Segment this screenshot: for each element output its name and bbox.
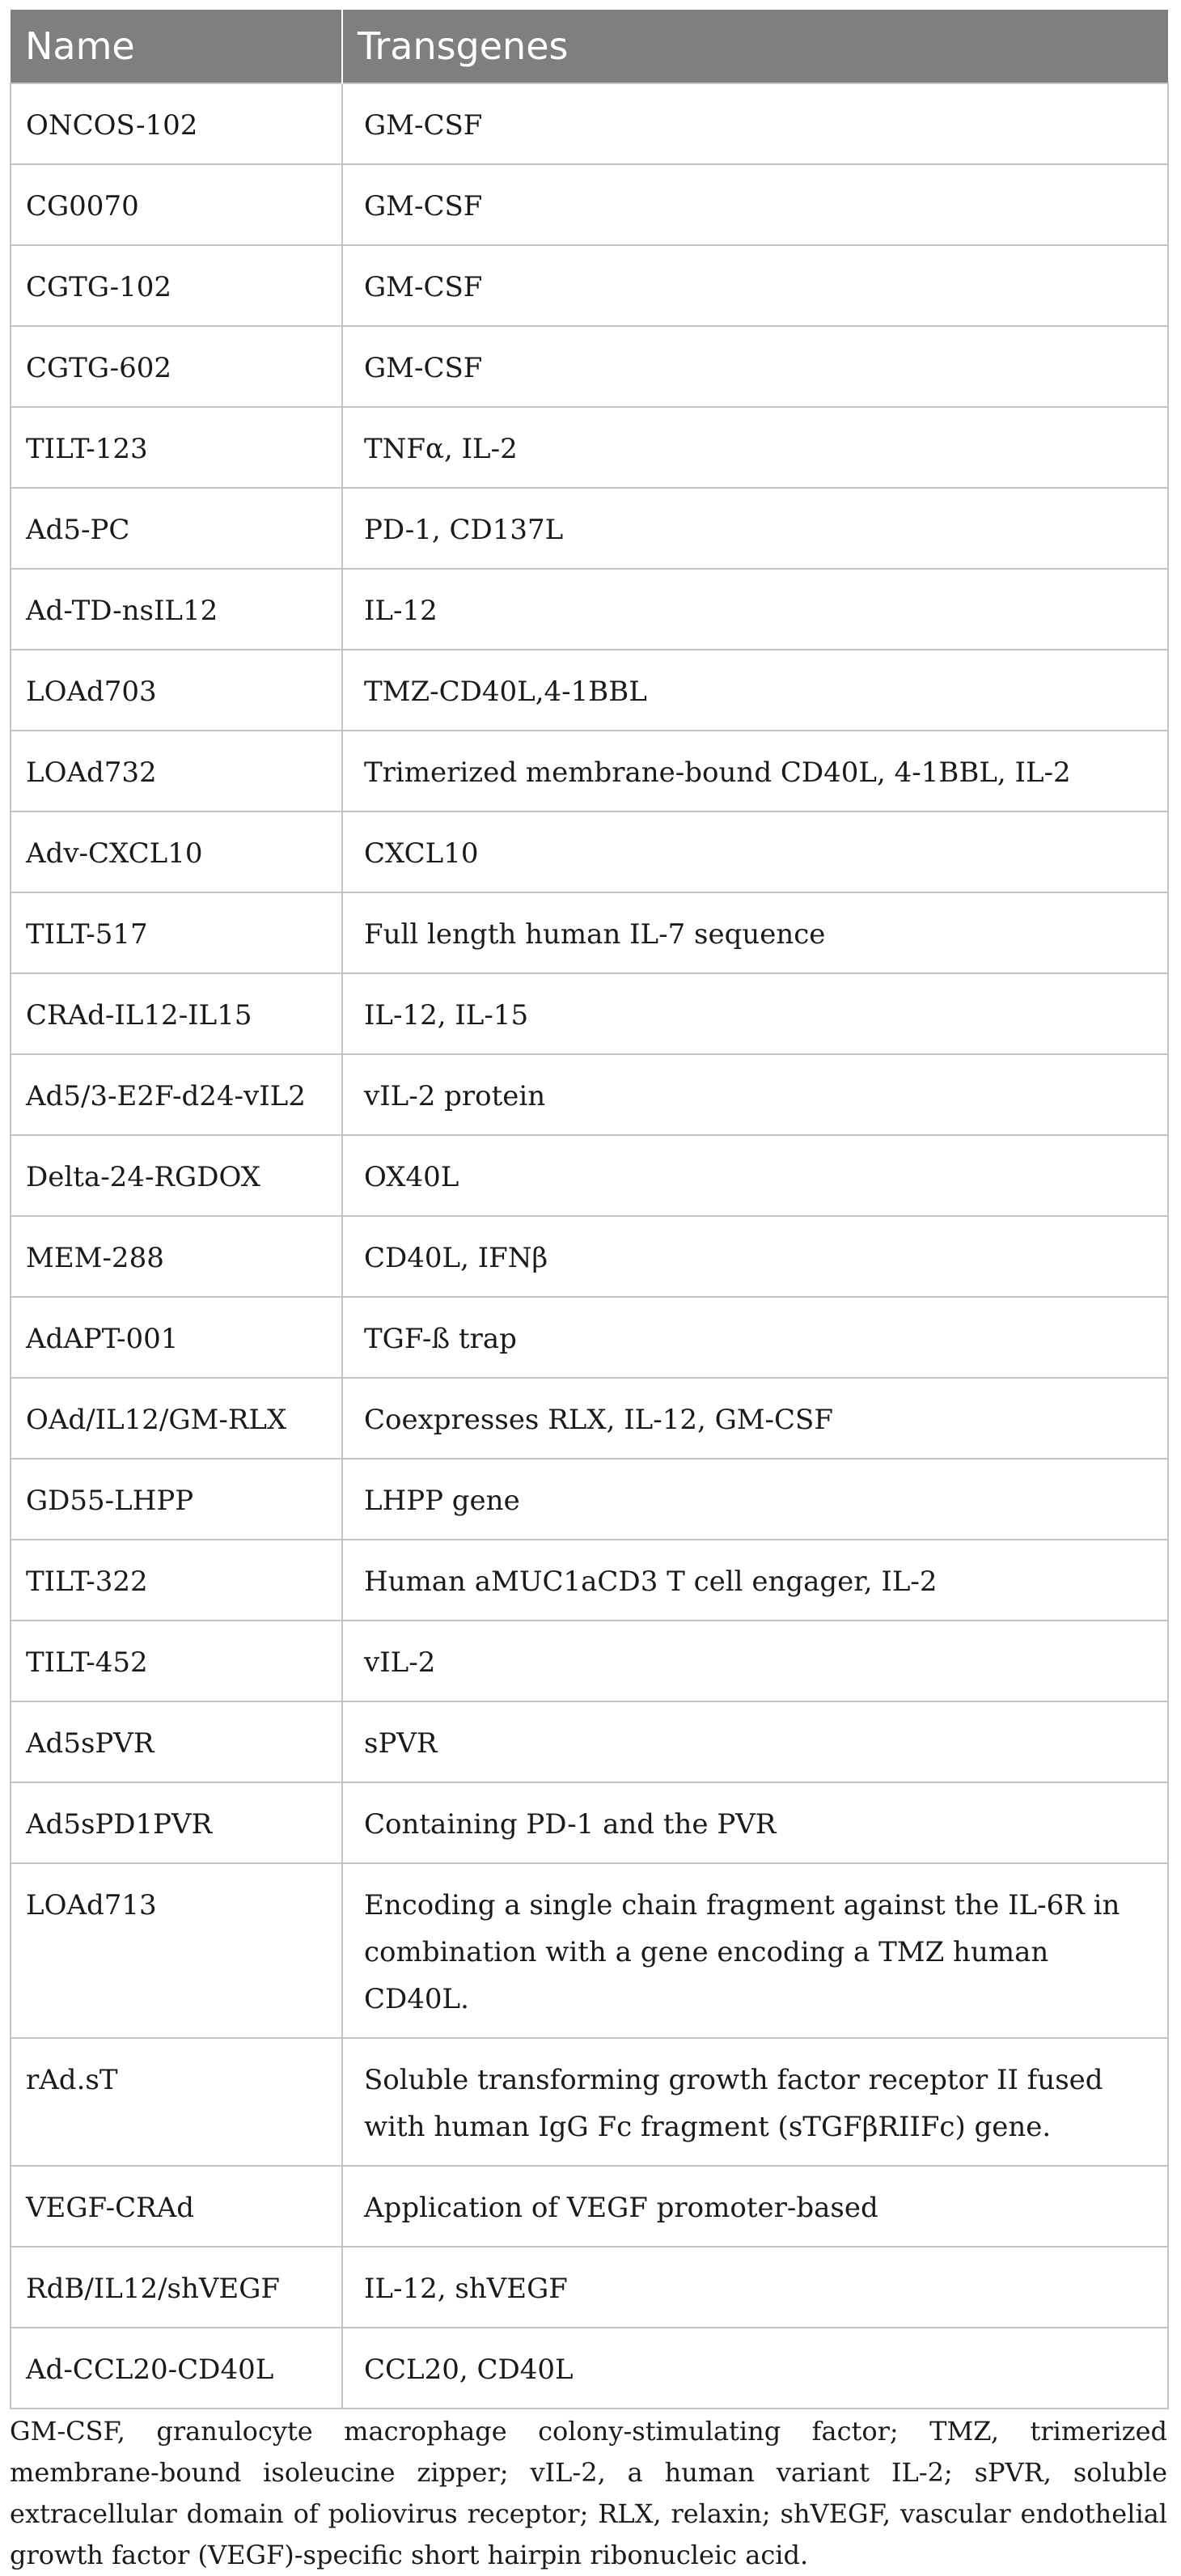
table-header (11, 10, 1168, 83)
cell-transgenes: vIL-2 protein (342, 1054, 1168, 1135)
transgenes-table (10, 10, 1169, 2409)
cell-transgenes: Encoding a single chain fragment against the IL-6R in combination with a gene encoding a TMZ human CD40L. (342, 1863, 1168, 2038)
cell-transgenes: CCL20, CD40L (342, 2328, 1168, 2409)
cell-name: Ad-CCL20-CD40L (11, 2328, 342, 2409)
cell-name: Delta-24-RGDOX (11, 1135, 342, 1216)
cell-transgenes: TNFα, IL-2 (342, 407, 1168, 488)
cell-name: CGTG-102 (11, 245, 342, 326)
cell-name: Ad5sPD1PVR (11, 1782, 342, 1863)
table-row (11, 1054, 1168, 1135)
table-row (11, 407, 1168, 488)
cell-transgenes: Application of VEGF promoter-based (342, 2166, 1168, 2247)
cell-name: ONCOS-102 (11, 83, 342, 164)
table-row (11, 164, 1168, 245)
table-row (11, 973, 1168, 1054)
table-body (11, 83, 1168, 2409)
cell-transgenes: Containing PD-1 and the PVR (342, 1782, 1168, 1863)
cell-name: TILT-452 (11, 1621, 342, 1701)
cell-transgenes: LHPP gene (342, 1459, 1168, 1540)
cell-transgenes: IL-12, shVEGF (342, 2247, 1168, 2328)
table-row (11, 1782, 1168, 1863)
table-row (11, 731, 1168, 811)
cell-transgenes: TGF-ß trap (342, 1297, 1168, 1378)
cell-transgenes: Full length human IL-7 sequence (342, 892, 1168, 973)
cell-name: CRAd-IL12-IL15 (11, 973, 342, 1054)
table-row (11, 245, 1168, 326)
cell-name: MEM-288 (11, 1216, 342, 1297)
cell-transgenes: TMZ-CD40L,4-1BBL (342, 650, 1168, 731)
cell-name: TILT-517 (11, 892, 342, 973)
table-row (11, 569, 1168, 650)
cell-name: LOAd703 (11, 650, 342, 731)
cell-name: VEGF-CRAd (11, 2166, 342, 2247)
table-row (11, 650, 1168, 731)
table-row (11, 1459, 1168, 1540)
table-row (11, 2247, 1168, 2328)
cell-name: CG0070 (11, 164, 342, 245)
cell-transgenes: CD40L, IFNβ (342, 1216, 1168, 1297)
cell-transgenes: OX40L (342, 1135, 1168, 1216)
cell-name: TILT-123 (11, 407, 342, 488)
cell-name: rAd.sT (11, 2038, 342, 2166)
cell-name: Ad5sPVR (11, 1701, 342, 1782)
table-row (11, 2038, 1168, 2166)
cell-name: RdB/IL12/shVEGF (11, 2247, 342, 2328)
table-row (11, 1701, 1168, 1782)
cell-transgenes: Coexpresses RLX, IL-12, GM-CSF (342, 1378, 1168, 1459)
table-row (11, 811, 1168, 892)
table-row (11, 1297, 1168, 1378)
table-row (11, 2166, 1168, 2247)
table-row (11, 83, 1168, 164)
cell-transgenes: PD-1, CD137L (342, 488, 1168, 569)
cell-name: CGTG-602 (11, 326, 342, 407)
cell-name: Ad5/3-E2F-d24-vIL2 (11, 1054, 342, 1135)
table-row (11, 892, 1168, 973)
cell-name: Ad5-PC (11, 488, 342, 569)
cell-name: LOAd713 (11, 1863, 342, 2038)
cell-transgenes: vIL-2 (342, 1621, 1168, 1701)
table-row (11, 488, 1168, 569)
table-row (11, 1621, 1168, 1701)
cell-transgenes: CXCL10 (342, 811, 1168, 892)
cell-name: TILT-322 (11, 1540, 342, 1621)
cell-name: Adv-CXCL10 (11, 811, 342, 892)
cell-transgenes: sPVR (342, 1701, 1168, 1782)
cell-transgenes: Soluble transforming growth factor receptor II fused with human IgG Fc fragment (sTGFβRIIFc) gene. (342, 2038, 1168, 2166)
cell-name: LOAd732 (11, 731, 342, 811)
table-row (11, 2328, 1168, 2409)
table-row (11, 1863, 1168, 2038)
cell-transgenes: GM-CSF (342, 164, 1168, 245)
cell-name: Ad-TD-nsIL12 (11, 569, 342, 650)
cell-transgenes: GM-CSF (342, 83, 1168, 164)
table-row (11, 1135, 1168, 1216)
header-row (11, 10, 1168, 83)
cell-transgenes: Human aMUC1aCD3 T cell engager, IL-2 (342, 1540, 1168, 1621)
cell-transgenes: GM-CSF (342, 326, 1168, 407)
cell-name: OAd/IL12/GM-RLX (11, 1378, 342, 1459)
table-row (11, 1216, 1168, 1297)
cell-name: GD55-LHPP (11, 1459, 342, 1540)
cell-transgenes: Trimerized membrane-bound CD40L, 4-1BBL, IL-2 (342, 731, 1168, 811)
cell-transgenes: IL-12 (342, 569, 1168, 650)
column-header-name: Name (11, 10, 342, 83)
table-row (11, 326, 1168, 407)
table-row (11, 1378, 1168, 1459)
table-footnote: GM-CSF, granulocyte macrophage colony-stimulating factor; TMZ, trimerized membrane-bound isoleucine zipper; vIL-2, a human variant IL-2; sPVR, soluble extracellular domain of poliovirus receptor; RLX, relaxin; shVEGF, vascular endothelial growth factor (VEGF)-specific short hairpin ribonucleic acid. (10, 2416, 1167, 2570)
cell-transgenes: IL-12, IL-15 (342, 973, 1168, 1054)
cell-name: AdAPT-001 (11, 1297, 342, 1378)
table-row (11, 1540, 1168, 1621)
column-header-transgenes: Transgenes (358, 24, 569, 68)
cell-transgenes: GM-CSF (342, 245, 1168, 326)
